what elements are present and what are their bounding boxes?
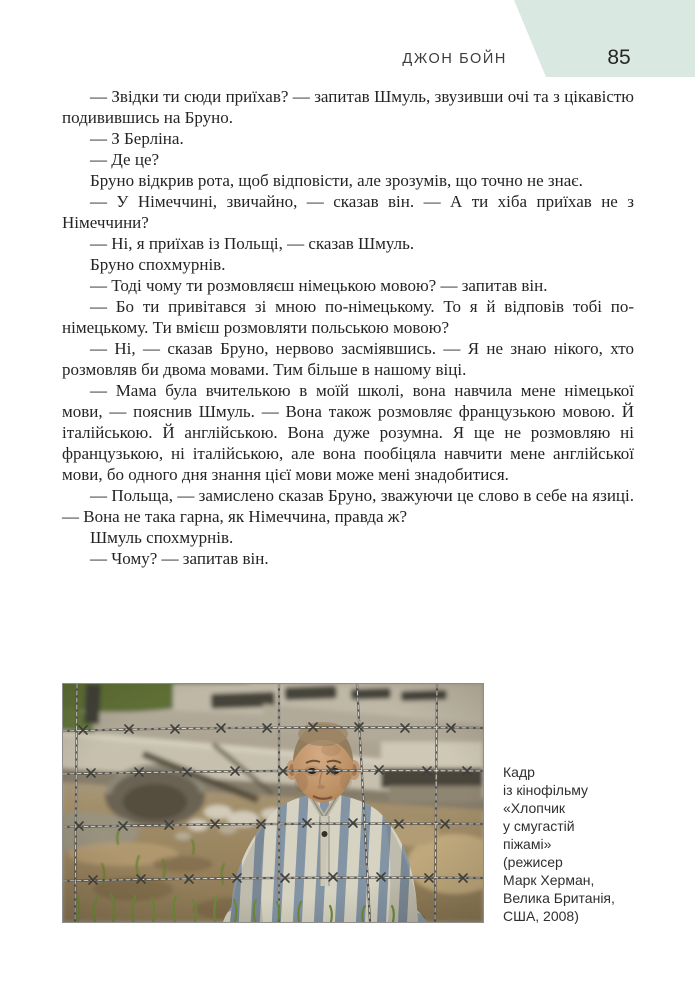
caption-line: Велика Британія, [503,890,615,906]
caption-line: Марк Херман, [503,872,595,888]
photo-caption [503,763,688,925]
paragraph: Бруно спохмурнів. [90,255,226,274]
running-title: ДЖОН БОЙН [402,51,507,67]
paragraph: — Звідки ти сюди приїхав? — запитав Шмуль, звузивши очі та з цікавістю подивившись на Бруно. [62,87,634,127]
caption-line: «Хлопчик [503,800,566,816]
movie-still-photo [62,683,484,923]
paragraph: — Мама була вчителькою в моїй школі, вона навчила мене німецької мови, — пояснив Шмуль. — Вона також розмовляє французькою мовою. Й італійською. Й англійською. Вона дуже розумна. Я ще не розмовляю ні французькою, ні італійською, але вона пообіцяла навчити мене англійської мови, бо одного дня знання цієї мови може мені знадобитися. [62,381,634,484]
page-number: 85 [607,46,631,69]
caption-line: США, 2008) [503,908,579,924]
paragraph: Шмуль спохмурнів. [90,528,234,547]
paragraph: Бруно відкрив рота, щоб відповісти, але зрозумів, що точно не знає. [90,171,583,190]
paragraph: — Де це? [90,150,160,169]
movie-still-drawing [63,684,483,922]
paragraph: — Ні, — сказав Бруно, нервово засміявшись. — Я не знаю нікого, хто розмовляв би двома мовами. Тим більше в нашому віці. [62,339,634,379]
paragraph: — З Берліна. [90,129,184,148]
paragraph: — Чому? — запитав він. [90,549,269,568]
caption-line: у смугастій [503,818,575,834]
caption-line: із кінофільму [503,782,589,798]
paragraph: — Ні, я приїхав із Польщі, — сказав Шмуль. [90,234,415,253]
photo-vignette [63,684,483,922]
paragraph: — Тоді чому ти розмовляєш німецькою мовою? — запитав він. [90,276,548,295]
caption-line: Кадр [503,764,535,780]
caption-line: піжамі» [503,836,552,852]
header-accent-shape [480,0,695,77]
paragraph: — Польща, — замислено сказав Бруно, зважуючи це слово в себе на язиці. — Вона не така гарна, як Німеччина, правда ж? [62,486,634,526]
paragraph: — Бо ти привітався зі мною по-німецькому. То я й відповів тобі по-німецькому. Ти вмієш розмовляти польською мовою? [62,297,634,337]
paragraph: — У Німеччині, звичайно, — сказав він. — А ти хіба приїхав не з Німеччини? [62,192,634,232]
caption-line: (режисер [503,854,563,870]
book-text [62,86,634,569]
